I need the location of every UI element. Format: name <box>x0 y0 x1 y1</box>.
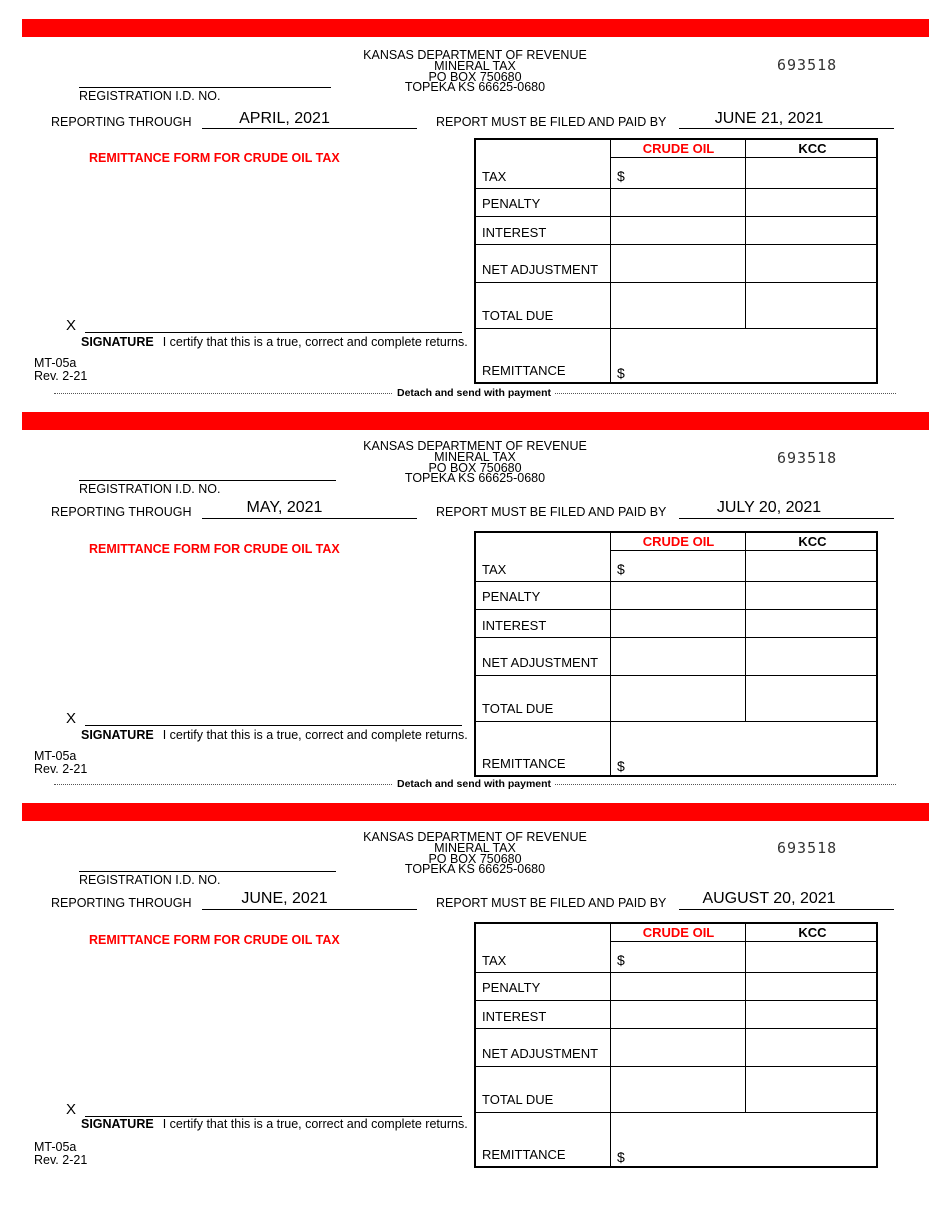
file-by-label: REPORT MUST BE FILED AND PAID BY <box>436 505 667 519</box>
tax-row-label: TAX <box>482 562 507 577</box>
form-revision: Rev. 2-21 <box>34 761 88 776</box>
due-date-line <box>679 518 894 519</box>
file-by-label: REPORT MUST BE FILED AND PAID BY <box>436 896 667 910</box>
agency-division: MINERAL TAX <box>434 840 516 855</box>
registration-id-label: REGISTRATION I.D. NO. <box>79 873 221 887</box>
agency-division: MINERAL TAX <box>434 449 516 464</box>
registration-id-field[interactable] <box>79 87 331 88</box>
signature-label: SIGNATURE <box>81 728 154 742</box>
reporting-through-label: REPORTING THROUGH <box>51 896 192 910</box>
table-rule <box>476 188 876 189</box>
table-rule <box>476 216 876 217</box>
total-due-row-label: TOTAL DUE <box>482 1092 554 1107</box>
form-number: MT-05a <box>34 356 77 370</box>
remittance-row-label: REMITTANCE <box>482 756 566 771</box>
detach-instruction: Detach and send with payment <box>393 777 555 791</box>
agency-name: KANSAS DEPARTMENT OF REVENUE <box>363 48 587 62</box>
crude-oil-column-header: CRUDE OIL <box>642 534 715 549</box>
reporting-through-label: REPORTING THROUGH <box>51 115 192 129</box>
table-rule <box>610 157 876 158</box>
reporting-through-label: REPORTING THROUGH <box>51 505 192 519</box>
registration-id-field[interactable] <box>79 480 336 481</box>
signature-x-mark: X <box>66 317 77 334</box>
table-rule <box>476 637 876 638</box>
signature-x-mark: X <box>66 710 77 727</box>
table-rule <box>476 1028 876 1029</box>
due-date-value[interactable]: JULY 20, 2021 <box>716 499 822 516</box>
agency-po-box: PO BOX 750680 <box>428 460 522 475</box>
remittance-coupon-3 <box>0 784 950 1174</box>
agency-po-box: PO BOX 750680 <box>428 69 522 84</box>
form-number: MT-05a <box>34 749 77 763</box>
signature-certification <box>81 1117 468 1131</box>
total-due-row-label: TOTAL DUE <box>482 308 554 323</box>
form-revision: Rev. 2-21 <box>34 1152 88 1167</box>
registration-id-label: REGISTRATION I.D. NO. <box>79 89 221 103</box>
reporting-through-line <box>202 128 417 129</box>
form-number-block <box>34 750 87 775</box>
form-number-block <box>34 357 87 382</box>
penalty-row-label: PENALTY <box>482 196 541 211</box>
signature-certification <box>81 728 468 742</box>
reporting-through-line <box>202 909 417 910</box>
net-adjustment-row-label: NET ADJUSTMENT <box>482 262 599 277</box>
tax-row-label: TAX <box>482 169 507 184</box>
file-by-label: REPORT MUST BE FILED AND PAID BY <box>436 115 667 129</box>
penalty-row-label: PENALTY <box>482 980 541 995</box>
signature-label: SIGNATURE <box>81 1117 154 1131</box>
table-divider <box>610 533 611 775</box>
agency-division: MINERAL TAX <box>434 58 516 73</box>
net-adjustment-row-label: NET ADJUSTMENT <box>482 1046 599 1061</box>
remittance-amount-field[interactable]: $ <box>617 365 625 381</box>
table-rule <box>476 972 876 973</box>
table-divider <box>745 533 746 721</box>
agency-address <box>325 50 625 93</box>
table-rule <box>476 721 876 722</box>
reporting-through-value[interactable]: APRIL, 2021 <box>239 110 330 127</box>
interest-row-label: INTEREST <box>482 1009 547 1024</box>
tax-amounts-table <box>474 138 878 384</box>
registration-id-field[interactable] <box>79 871 336 872</box>
due-date-line <box>679 128 894 129</box>
table-divider <box>610 924 611 1166</box>
agency-address <box>325 832 625 875</box>
control-number: 693518 <box>777 449 838 467</box>
remittance-amount-field[interactable]: $ <box>617 1149 625 1165</box>
remittance-coupon-2 <box>0 393 950 783</box>
signature-certification <box>81 335 468 349</box>
form-title: REMITTANCE FORM FOR CRUDE OIL TAX <box>89 933 340 947</box>
net-adjustment-row-label: NET ADJUSTMENT <box>482 655 599 670</box>
remittance-coupon-1 <box>0 0 950 390</box>
agency-city: TOPEKA KS 66625-0680 <box>404 80 546 95</box>
table-rule <box>476 675 876 676</box>
signature-x-mark: X <box>66 1101 77 1118</box>
agency-name: KANSAS DEPARTMENT OF REVENUE <box>363 439 587 453</box>
form-title: REMITTANCE FORM FOR CRUDE OIL TAX <box>89 151 340 165</box>
table-divider <box>745 924 746 1112</box>
penalty-row-label: PENALTY <box>482 589 541 604</box>
due-date-line <box>679 909 894 910</box>
due-date-value[interactable]: AUGUST 20, 2021 <box>702 890 836 907</box>
form-revision: Rev. 2-21 <box>34 368 88 383</box>
registration-id-label: REGISTRATION I.D. NO. <box>79 482 221 496</box>
control-number: 693518 <box>777 56 838 74</box>
agency-city: TOPEKA KS 66625-0680 <box>404 862 546 877</box>
table-rule <box>476 244 876 245</box>
certify-text: I certify that this is a true, correct and complete returns. <box>162 1117 468 1131</box>
table-rule <box>610 941 876 942</box>
tax-row-label: TAX <box>482 953 507 968</box>
table-rule <box>476 581 876 582</box>
tax-amounts-table <box>474 922 878 1168</box>
table-rule <box>476 1000 876 1001</box>
control-number: 693518 <box>777 839 838 857</box>
interest-row-label: INTEREST <box>482 225 547 240</box>
tax-amounts-table <box>474 531 878 777</box>
kcc-column-header: KCC <box>798 141 827 156</box>
agency-po-box: PO BOX 750680 <box>428 851 522 866</box>
reporting-through-value[interactable]: JUNE, 2021 <box>241 890 328 907</box>
reporting-through-value[interactable]: MAY, 2021 <box>246 499 323 516</box>
detach-instruction: Detach and send with payment <box>393 386 555 400</box>
table-rule <box>476 328 876 329</box>
agency-name: KANSAS DEPARTMENT OF REVENUE <box>363 830 587 844</box>
tax-amount-field[interactable]: $ <box>617 952 625 968</box>
crude-oil-column-header: CRUDE OIL <box>642 925 715 940</box>
table-rule <box>476 1112 876 1113</box>
agency-city: TOPEKA KS 66625-0680 <box>404 471 546 486</box>
tax-amount-field[interactable]: $ <box>617 561 625 577</box>
total-due-row-label: TOTAL DUE <box>482 701 554 716</box>
kcc-column-header: KCC <box>798 534 827 549</box>
certify-text: I certify that this is a true, correct and complete returns. <box>162 728 468 742</box>
form-title: REMITTANCE FORM FOR CRUDE OIL TAX <box>89 542 340 556</box>
remittance-row-label: REMITTANCE <box>482 363 566 378</box>
reporting-through-line <box>202 518 417 519</box>
kcc-column-header: KCC <box>798 925 827 940</box>
tax-amount-field[interactable]: $ <box>617 168 625 184</box>
form-number: MT-05a <box>34 1140 77 1154</box>
table-divider <box>610 140 611 382</box>
table-rule <box>610 550 876 551</box>
crude-oil-column-header: CRUDE OIL <box>642 141 715 156</box>
signature-field[interactable] <box>85 725 462 726</box>
table-divider <box>745 140 746 328</box>
remittance-amount-field[interactable]: $ <box>617 758 625 774</box>
remittance-row-label: REMITTANCE <box>482 1147 566 1162</box>
signature-field[interactable] <box>85 332 462 333</box>
interest-row-label: INTEREST <box>482 618 547 633</box>
table-rule <box>476 282 876 283</box>
due-date-value[interactable]: JUNE 21, 2021 <box>714 110 824 127</box>
agency-address <box>325 441 625 484</box>
certify-text: I certify that this is a true, correct and complete returns. <box>162 335 468 349</box>
table-rule <box>476 609 876 610</box>
table-rule <box>476 1066 876 1067</box>
form-number-block <box>34 1141 87 1166</box>
signature-label: SIGNATURE <box>81 335 154 349</box>
